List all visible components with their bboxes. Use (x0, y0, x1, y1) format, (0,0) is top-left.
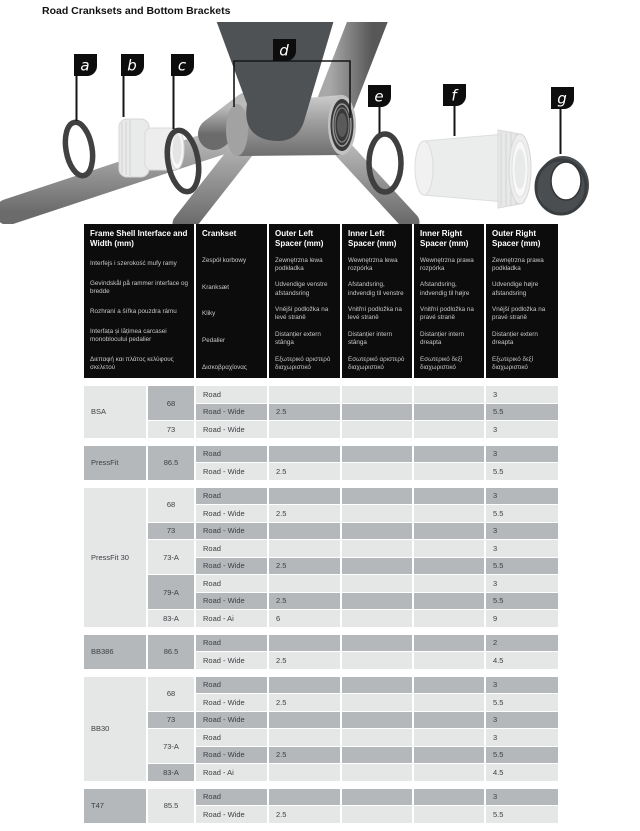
column-header-translation: Zespół korbowy (202, 257, 247, 265)
outer-left-spacer-cell (269, 712, 340, 729)
outer-right-spacer-cell: 3 (486, 677, 558, 694)
inner-left-spacer-cell (342, 463, 412, 480)
label-b-letter: b (127, 56, 137, 75)
table-section-bsa (84, 386, 558, 438)
inner-left-spacer-cell (342, 806, 412, 823)
outer-right-spacer-cell: 3 (486, 729, 558, 746)
column-header-translation: Kranksæt (202, 283, 229, 291)
column-header-translation: Εξωτερικό αριστερό διαχωριστικό (275, 355, 331, 371)
diagram-label-a (74, 54, 97, 76)
shell-width-cell: 73 (148, 421, 194, 438)
outer-left-spacer-cell: 2.5 (269, 505, 340, 522)
inner-left-spacer-cell (342, 523, 412, 540)
crankset-cell: Road (196, 575, 267, 592)
column-header-title: Inner Left Spacer (mm) (348, 229, 397, 248)
column-header-translation: Vnitřní podložka na pravé straně (420, 306, 474, 322)
inner-right-spacer-cell (414, 806, 484, 823)
table-section-pressfit-30 (84, 488, 558, 627)
crankset-cell: Road (196, 488, 267, 505)
part-f-sleeve (415, 130, 531, 208)
inner-right-spacer-cell (414, 764, 484, 781)
crankset-cell: Road (196, 540, 267, 557)
label-c-letter: c (177, 56, 187, 75)
outer-right-spacer-cell: 5.5 (486, 558, 558, 575)
inner-left-spacer-cell (342, 712, 412, 729)
column-header-translation: Distanțier extern dreapta (492, 330, 538, 347)
shell-width-cell: 85.5 (148, 789, 194, 823)
column-header-5 (486, 224, 558, 378)
outer-left-spacer-cell (269, 789, 340, 806)
inner-right-spacer-cell (414, 558, 484, 575)
part-a-ring (62, 120, 97, 178)
inner-left-spacer-cell (342, 488, 412, 505)
interface-cell: BB386 (84, 635, 146, 669)
inner-right-spacer-cell (414, 505, 484, 522)
outer-left-spacer-cell (269, 523, 340, 540)
shell-width-cell: 73 (148, 523, 194, 540)
outer-right-spacer-cell: 4.5 (486, 652, 558, 669)
diagram-label-e (368, 85, 391, 107)
interface-cell: PressFit (84, 446, 146, 480)
outer-right-spacer-cell: 3 (486, 540, 558, 557)
column-header-translation: Interfejs i szerokość mufy ramy (90, 259, 177, 267)
outer-left-spacer-cell (269, 575, 340, 592)
inner-right-spacer-cell (414, 712, 484, 729)
interface-cell: PressFit 30 (84, 488, 146, 627)
column-header-translation: Distanțier intern dreapta (420, 330, 465, 347)
bottom-bracket-diagram (0, 22, 640, 224)
outer-left-spacer-cell (269, 446, 340, 463)
column-header-title: Crankset (202, 229, 237, 238)
outer-right-spacer-cell: 5.5 (486, 694, 558, 711)
inner-left-spacer-cell (342, 729, 412, 746)
crankset-cell: Road - Wide (196, 558, 267, 575)
inner-left-spacer-cell (342, 386, 412, 403)
inner-right-spacer-cell (414, 729, 484, 746)
inner-right-spacer-cell (414, 575, 484, 592)
column-header-translation: Zewnętrzna prawa podkładka (492, 256, 544, 272)
inner-right-spacer-cell (414, 677, 484, 694)
outer-right-spacer-cell: 5.5 (486, 463, 558, 480)
shell-width-cell: 73-A (148, 729, 194, 763)
crankset-cell: Road - Wide (196, 806, 267, 823)
column-header-title: Inner Right Spacer (mm) (420, 229, 469, 248)
outer-right-spacer-cell: 3 (486, 712, 558, 729)
inner-left-spacer-cell (342, 593, 412, 610)
outer-right-spacer-cell: 3 (486, 488, 558, 505)
inner-right-spacer-cell (414, 789, 484, 806)
column-header-title: Outer Left Spacer (mm) (275, 229, 324, 248)
outer-left-spacer-cell (269, 635, 340, 652)
crankset-cell: Road (196, 446, 267, 463)
shell-width-cell: 83-A (148, 610, 194, 627)
inner-left-spacer-cell (342, 764, 412, 781)
crankset-cell: Road - Wide (196, 463, 267, 480)
shell-width-cell: 73-A (148, 540, 194, 574)
column-header-translation: Interfața și lățimea carcasei monoblocului pedalier (90, 327, 167, 343)
outer-right-spacer-cell: 5.5 (486, 404, 558, 421)
crankset-cell: Road - Wide (196, 593, 267, 610)
outer-right-spacer-cell: 5.5 (486, 806, 558, 823)
shell-width-cell: 68 (148, 677, 194, 711)
column-header-translation: Gevindskål på rammer interface og bredde (90, 279, 188, 295)
inner-left-spacer-cell (342, 505, 412, 522)
inner-right-spacer-cell (414, 386, 484, 403)
column-header-translation: Εσωτερικό αριστερό διαχωριστικό (348, 355, 405, 371)
inner-left-spacer-cell (342, 575, 412, 592)
crankset-cell: Road - Wide (196, 694, 267, 711)
column-header-translation: Wewnętrzna prawa rozpórka (420, 256, 474, 272)
interface-cell: BB30 (84, 677, 146, 781)
inner-left-spacer-cell (342, 446, 412, 463)
outer-right-spacer-cell: 5.5 (486, 505, 558, 522)
inner-right-spacer-cell (414, 747, 484, 764)
shell-width-cell: 86.5 (148, 635, 194, 669)
column-header-translation: Zewnętrzna lewa podkładka (275, 256, 323, 272)
label-a-letter: a (80, 56, 90, 75)
outer-left-spacer-cell: 2.5 (269, 558, 340, 575)
outer-left-spacer-cell: 2.5 (269, 806, 340, 823)
table-body (84, 386, 558, 831)
shell-width-cell: 73 (148, 712, 194, 729)
diagram-label-b (121, 54, 144, 76)
table-header (84, 224, 558, 378)
outer-left-spacer-cell: 6 (269, 610, 340, 627)
column-header-translation: Εξωτερικό δεξί διαχωριστικό (492, 355, 533, 371)
crankset-cell: Road - Ai (196, 610, 267, 627)
interface-cell: BSA (84, 386, 146, 438)
column-header-translation: Afstandsring, indvendig til højre (420, 281, 470, 297)
shell-width-cell: 68 (148, 386, 194, 420)
column-header-translation: Pedalier (202, 337, 226, 345)
table-section-pressfit (84, 446, 558, 480)
inner-left-spacer-cell (342, 747, 412, 764)
interface-cell: T47 (84, 789, 146, 823)
label-g-letter: g (557, 89, 567, 108)
part-g-ring (536, 156, 589, 214)
outer-right-spacer-cell: 4.5 (486, 764, 558, 781)
table-section-bb30 (84, 677, 558, 781)
label-f-letter: f (451, 86, 457, 105)
inner-left-spacer-cell (342, 421, 412, 438)
inner-right-spacer-cell (414, 488, 484, 505)
outer-right-spacer-cell: 5.5 (486, 593, 558, 610)
outer-right-spacer-cell: 2 (486, 635, 558, 652)
inner-right-spacer-cell (414, 421, 484, 438)
table-section-bb386 (84, 635, 558, 669)
outer-left-spacer-cell: 2.5 (269, 463, 340, 480)
shell-width-cell: 68 (148, 488, 194, 522)
column-header-translation: Wewnętrzna lewa rozpórka (348, 256, 398, 272)
outer-right-spacer-cell: 3 (486, 386, 558, 403)
column-header-translation: Δισκοβραχίονας (202, 363, 247, 371)
column-header-title: Frame Shell Interface and Width (mm) (90, 229, 188, 248)
outer-right-spacer-cell: 3 (486, 446, 558, 463)
crankset-cell: Road - Ai (196, 764, 267, 781)
inner-right-spacer-cell (414, 593, 484, 610)
inner-left-spacer-cell (342, 610, 412, 627)
table-section-t47 (84, 789, 558, 823)
inner-left-spacer-cell (342, 404, 412, 421)
crankset-cell: Road - Wide (196, 523, 267, 540)
inner-left-spacer-cell (342, 558, 412, 575)
inner-left-spacer-cell (342, 677, 412, 694)
crankset-cell: Road - Wide (196, 652, 267, 669)
crankset-cell: Road (196, 386, 267, 403)
outer-left-spacer-cell (269, 729, 340, 746)
outer-left-spacer-cell: 2.5 (269, 694, 340, 711)
crankset-cell: Road - Wide (196, 404, 267, 421)
diagram-label-d (273, 39, 296, 61)
inner-left-spacer-cell (342, 789, 412, 806)
column-header-translation: Εσωτερικό δεξί διαχωριστικό (420, 355, 463, 371)
outer-right-spacer-cell: 3 (486, 575, 558, 592)
outer-right-spacer-cell: 3 (486, 789, 558, 806)
outer-right-spacer-cell: 3 (486, 421, 558, 438)
inner-left-spacer-cell (342, 540, 412, 557)
crankset-cell: Road - Wide (196, 712, 267, 729)
crankset-cell: Road (196, 635, 267, 652)
label-e-letter: e (374, 87, 384, 106)
diagram-label-g (551, 87, 574, 109)
column-header-translation: Vnitřní podložka na levé straně (348, 306, 402, 322)
diagram-label-f (443, 84, 466, 106)
shell-width-cell: 83-A (148, 764, 194, 781)
label-d-letter: d (279, 41, 289, 60)
column-header-translation: Vnější podložka na levé straně (275, 306, 329, 322)
column-header-translation: Udvendige venstre afstandsring (275, 281, 328, 297)
column-header-translation: Vnější podložka na pravé straně (492, 306, 546, 322)
inner-right-spacer-cell (414, 540, 484, 557)
diagram-label-c (171, 54, 194, 76)
column-header-2 (269, 224, 340, 378)
column-header-title: Outer Right Spacer (mm) (492, 229, 541, 248)
inner-right-spacer-cell (414, 610, 484, 627)
crankset-cell: Road (196, 677, 267, 694)
column-header-3 (342, 224, 412, 378)
shell-width-cell: 86.5 (148, 446, 194, 480)
outer-left-spacer-cell: 2.5 (269, 593, 340, 610)
inner-right-spacer-cell (414, 446, 484, 463)
inner-right-spacer-cell (414, 523, 484, 540)
outer-left-spacer-cell (269, 764, 340, 781)
crankset-cell: Road (196, 789, 267, 806)
column-header-1 (196, 224, 267, 378)
crankset-cell: Road - Wide (196, 505, 267, 522)
inner-right-spacer-cell (414, 404, 484, 421)
inner-left-spacer-cell (342, 652, 412, 669)
outer-left-spacer-cell (269, 677, 340, 694)
column-header-0 (84, 224, 194, 378)
outer-left-spacer-cell (269, 421, 340, 438)
inner-right-spacer-cell (414, 635, 484, 652)
outer-left-spacer-cell (269, 386, 340, 403)
outer-left-spacer-cell: 2.5 (269, 652, 340, 669)
crankset-cell: Road - Wide (196, 421, 267, 438)
outer-left-spacer-cell: 2.5 (269, 747, 340, 764)
inner-left-spacer-cell (342, 694, 412, 711)
outer-left-spacer-cell (269, 488, 340, 505)
column-header-translation: Distanțier extern stânga (275, 330, 321, 347)
column-header-translation: Afstandsring, indvendig til venstre (348, 281, 404, 297)
inner-right-spacer-cell (414, 463, 484, 480)
outer-right-spacer-cell: 9 (486, 610, 558, 627)
page-title: Road Cranksets and Bottom Brackets (42, 5, 231, 17)
inner-left-spacer-cell (342, 635, 412, 652)
column-header-translation: Rozhraní a šířka pouzdra rámu (90, 307, 177, 315)
shell-width-cell: 79-A (148, 575, 194, 609)
crankset-cell: Road (196, 729, 267, 746)
outer-right-spacer-cell: 5.5 (486, 747, 558, 764)
outer-left-spacer-cell: 2.5 (269, 404, 340, 421)
crankset-cell: Road - Wide (196, 747, 267, 764)
outer-right-spacer-cell: 3 (486, 523, 558, 540)
inner-right-spacer-cell (414, 694, 484, 711)
column-header-translation: Udvendige højre afstandsring (492, 281, 539, 297)
column-header-translation: Διεπαφή και πλάτος κελύφους σκελετού (90, 355, 174, 371)
outer-left-spacer-cell (269, 540, 340, 557)
column-header-4 (414, 224, 484, 378)
inner-right-spacer-cell (414, 652, 484, 669)
column-header-translation: Distanțier intern stânga (348, 330, 393, 347)
column-header-translation: Kliky (202, 310, 216, 318)
